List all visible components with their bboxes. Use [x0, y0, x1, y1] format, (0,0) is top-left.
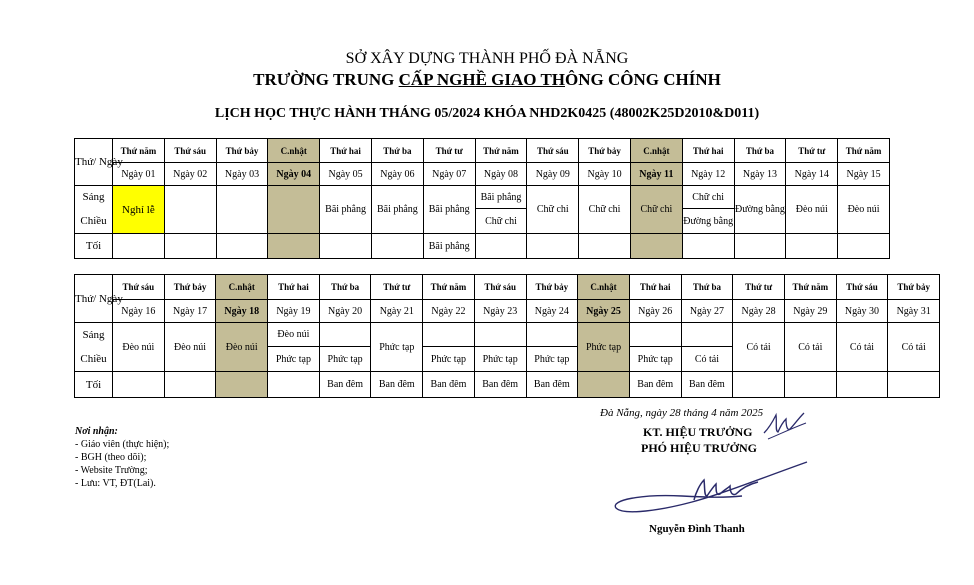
session-cell: Ban đêm: [526, 372, 578, 398]
day-of-week-sunday: C.nhật: [268, 139, 320, 163]
session-cell: Chữ chi: [579, 186, 631, 234]
day-of-week: Thứ sáu: [164, 139, 216, 163]
chieu-label: Chiều: [75, 209, 113, 234]
day-date: Ngày 22: [423, 300, 475, 323]
day-date: Ngày 09: [527, 163, 579, 186]
session-cell: Đèo núi: [786, 186, 838, 234]
school-name: [0, 70, 974, 90]
sunday-session-cell: Phức tạp: [578, 323, 630, 372]
empty-cell: [527, 234, 579, 259]
session-cell: Phức tạp: [474, 347, 526, 372]
empty-cell: [371, 234, 423, 259]
school-name-underlined: CẤP NGHỀ GIAO TH: [398, 70, 566, 89]
empty-cell: [579, 234, 631, 259]
day-of-week: Thứ năm: [838, 139, 890, 163]
empty-cell: [733, 372, 785, 398]
day-of-week: Thứ hai: [268, 275, 320, 300]
place-date: Đà Nẵng, ngày 28 tháng 4 năm 2025: [600, 407, 764, 419]
empty-cell: [838, 234, 890, 259]
day-of-week-sunday: C.nhật: [216, 275, 268, 300]
day-of-week-sunday: C.nhật: [630, 139, 682, 163]
table-row: [75, 372, 940, 398]
table-row: [75, 323, 940, 347]
day-of-week-sunday: C.nhật: [578, 275, 630, 300]
day-date: Ngày 15: [838, 163, 890, 186]
day-date: Ngày 10: [579, 163, 631, 186]
empty-cell: [786, 234, 838, 259]
day-of-week: Thứ sáu: [474, 275, 526, 300]
session-cell: Đường bằng: [734, 186, 786, 234]
day-of-week: Thứ hai: [320, 139, 372, 163]
session-cell: Bãi phẳng: [475, 186, 527, 209]
sunday-session-cell: Đèo núi: [216, 323, 268, 372]
signer-title-pho: PHÓ HIỆU TRƯỞNG: [641, 441, 758, 455]
sunday-cell: [578, 372, 630, 398]
school-name-post: ÔNG CÔNG CHÍNH: [565, 70, 721, 89]
session-cell: Đường bằng: [682, 209, 734, 234]
day-of-week: Thứ hai: [682, 139, 734, 163]
schedule-title: LỊCH HỌC THỰC HÀNH THÁNG 05/2024 KHÓA NHD2K0425 (48002K25D2010&D011): [214, 106, 760, 121]
school-name-pre: TRƯỜNG TRUNG: [253, 70, 399, 89]
day-date: Ngày 14: [786, 163, 838, 186]
empty-cell: [268, 372, 320, 398]
table-row: [75, 186, 890, 209]
empty-cell: [164, 234, 216, 259]
day-of-week: Thứ bảy: [164, 275, 216, 300]
session-cell: Phức tạp: [629, 347, 681, 372]
day-date: Ngày 03: [216, 163, 268, 186]
table-row: [75, 234, 890, 259]
session-cell: Ban đêm: [371, 372, 423, 398]
chieu-label: Chiều: [75, 347, 113, 372]
day-date: Ngày 12: [682, 163, 734, 186]
empty-cell: [423, 323, 475, 347]
recipient-item: - Giáo viên (thực hiện);: [75, 439, 170, 450]
day-date: Ngày 27: [681, 300, 733, 323]
day-date-sunday: Ngày 04: [268, 163, 320, 186]
table-row: [75, 275, 940, 300]
day-of-week: Thứ ba: [371, 139, 423, 163]
session-cell: Đèo núi: [113, 323, 165, 372]
day-of-week: Thứ năm: [475, 139, 527, 163]
empty-cell: [164, 186, 216, 234]
thu-ngay-label: Thứ/ Ngày: [75, 139, 113, 186]
day-date: Ngày 28: [733, 300, 785, 323]
session-cell: Có tải: [784, 323, 836, 372]
session-cell: Có tải: [836, 323, 888, 372]
session-cell: Đèo núi: [838, 186, 890, 234]
session-cell: Đèo núi: [268, 323, 320, 347]
day-date: Ngày 21: [371, 300, 423, 323]
sang-label: Sáng: [75, 323, 113, 347]
session-cell: Ban đêm: [474, 372, 526, 398]
initial-signature-icon: [760, 405, 810, 441]
session-cell: Ban đêm: [629, 372, 681, 398]
empty-cell: [734, 234, 786, 259]
empty-cell: [320, 234, 372, 259]
day-date: Ngày 17: [164, 300, 216, 323]
day-date: Ngày 24: [526, 300, 578, 323]
sunday-cell: [630, 234, 682, 259]
empty-cell: [113, 234, 165, 259]
empty-cell: [319, 323, 371, 347]
day-date: Ngày 26: [629, 300, 681, 323]
day-date-sunday: Ngày 18: [216, 300, 268, 323]
sunday-cell: [268, 234, 320, 259]
signer-name: Nguyễn Đình Thanh: [649, 523, 745, 535]
session-cell: Chữ chi: [682, 186, 734, 209]
day-of-week: Thứ bảy: [526, 275, 578, 300]
recipient-item: - Website Trường;: [75, 465, 148, 476]
day-date: Ngày 01: [113, 163, 165, 186]
day-date: Ngày 19: [268, 300, 320, 323]
table-row: [75, 163, 890, 186]
session-cell: Phức tạp: [371, 323, 423, 372]
table-row: [75, 300, 940, 323]
day-of-week: Thứ bảy: [888, 275, 940, 300]
day-of-week: Thứ tư: [786, 139, 838, 163]
day-of-week: Thứ năm: [113, 139, 165, 163]
day-date: Ngày 07: [423, 163, 475, 186]
day-of-week: Thứ ba: [319, 275, 371, 300]
session-cell: Bãi phẳng: [423, 234, 475, 259]
day-of-week: Thứ tư: [733, 275, 785, 300]
day-date-sunday: Ngày 11: [630, 163, 682, 186]
session-cell: Chữ chi: [475, 209, 527, 234]
day-of-week: Thứ tư: [371, 275, 423, 300]
signature-icon: [612, 458, 812, 524]
day-of-week: Thứ sáu: [113, 275, 165, 300]
empty-cell: [216, 234, 268, 259]
day-date: Ngày 02: [164, 163, 216, 186]
session-cell: Phức tạp: [319, 347, 371, 372]
day-date: Ngày 20: [319, 300, 371, 323]
session-cell: Bãi phẳng: [423, 186, 475, 234]
day-date: Ngày 13: [734, 163, 786, 186]
session-cell: Bãi phẳng: [371, 186, 423, 234]
day-of-week: Thứ bảy: [216, 139, 268, 163]
session-cell: Có tải: [888, 323, 940, 372]
toi-label: Tối: [75, 372, 113, 398]
recipient-item: - BGH (theo dõi);: [75, 452, 147, 463]
thu-ngay-label: Thứ/ Ngày: [75, 275, 113, 323]
sang-label: Sáng: [75, 186, 113, 209]
session-cell: Có tải: [681, 347, 733, 372]
session-cell: Chữ chi: [527, 186, 579, 234]
empty-cell: [836, 372, 888, 398]
day-of-week: Thứ ba: [681, 275, 733, 300]
toi-label: Tối: [75, 234, 113, 259]
signer-title-kt: KT. HIỆU TRƯỞNG: [643, 425, 753, 439]
day-of-week: Thứ năm: [784, 275, 836, 300]
empty-cell: [475, 234, 527, 259]
empty-cell: [113, 372, 165, 398]
recipients-title: Nơi nhận:: [75, 426, 118, 437]
session-cell: Phức tạp: [268, 347, 320, 372]
day-of-week: Thứ bảy: [579, 139, 631, 163]
day-of-week: Thứ năm: [423, 275, 475, 300]
day-date: Ngày 23: [474, 300, 526, 323]
day-of-week: Thứ ba: [734, 139, 786, 163]
empty-cell: [474, 323, 526, 347]
empty-cell: [164, 372, 216, 398]
session-cell: Bãi phẳng: [320, 186, 372, 234]
day-date: Ngày 08: [475, 163, 527, 186]
empty-cell: [888, 372, 940, 398]
day-date: Ngày 16: [113, 300, 165, 323]
day-date: Ngày 29: [784, 300, 836, 323]
day-date: Ngày 31: [888, 300, 940, 323]
recipient-item: - Lưu: VT, ĐT(Lai).: [75, 478, 156, 489]
session-cell: Có tải: [733, 323, 785, 372]
sunday-session-cell: Chữ chi: [630, 186, 682, 234]
day-date-sunday: Ngày 25: [578, 300, 630, 323]
session-cell: Ban đêm: [319, 372, 371, 398]
day-of-week: Thứ sáu: [527, 139, 579, 163]
day-of-week: Thứ tư: [423, 139, 475, 163]
empty-cell: [216, 186, 268, 234]
session-cell: Ban đêm: [681, 372, 733, 398]
empty-cell: [526, 323, 578, 347]
recipients-block: [75, 425, 169, 490]
session-cell: Phức tạp: [526, 347, 578, 372]
empty-cell: [681, 323, 733, 347]
session-cell: Ban đêm: [423, 372, 475, 398]
schedule-table-week2: [74, 274, 940, 398]
day-of-week: Thứ hai: [629, 275, 681, 300]
session-cell: Phức tạp: [423, 347, 475, 372]
department-name: SỞ XÂY DỰNG THÀNH PHỐ ĐÀ NẴNG: [345, 50, 629, 67]
empty-cell: [682, 234, 734, 259]
day-of-week: Thứ sáu: [836, 275, 888, 300]
day-date: Ngày 30: [836, 300, 888, 323]
empty-cell: [629, 323, 681, 347]
schedule-table-week1: [74, 138, 890, 259]
holiday-cell: Nghỉ lễ: [113, 186, 165, 234]
day-date: Ngày 06: [371, 163, 423, 186]
sunday-cell: [216, 372, 268, 398]
sunday-cell: [268, 186, 320, 234]
session-cell: Đèo núi: [164, 323, 216, 372]
empty-cell: [784, 372, 836, 398]
table-row: [75, 139, 890, 163]
day-date: Ngày 05: [320, 163, 372, 186]
